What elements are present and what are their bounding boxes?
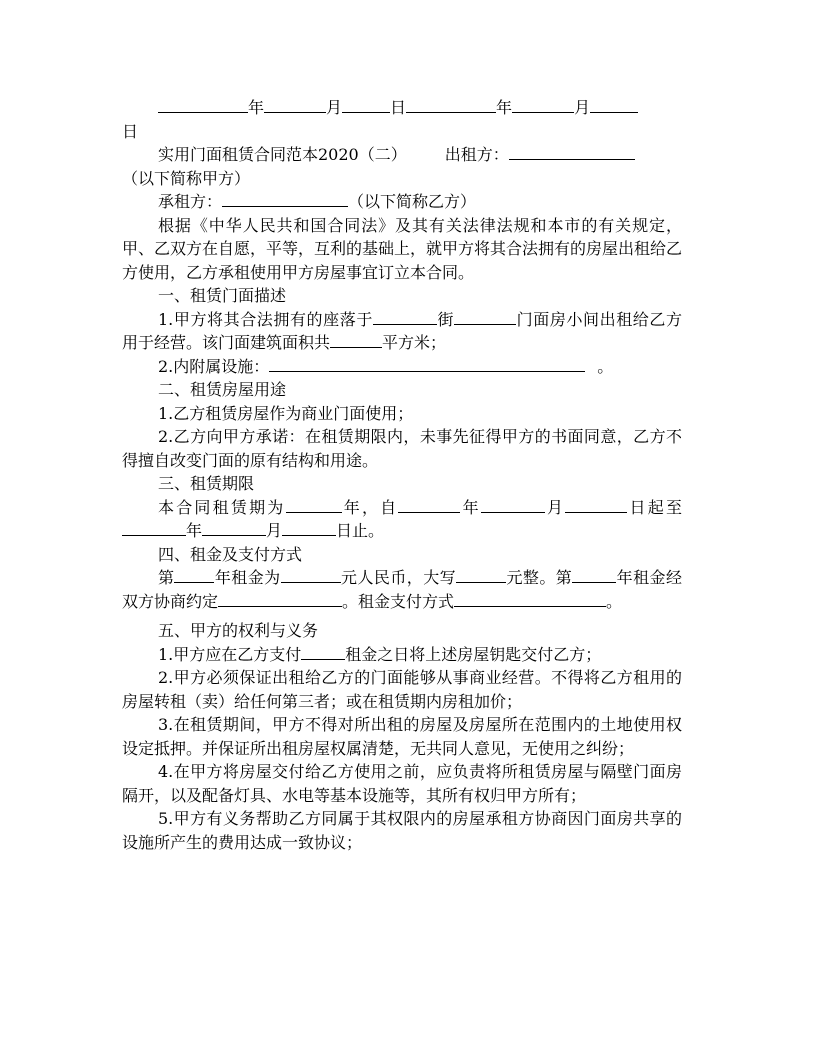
blank — [456, 567, 506, 583]
section-2-title: 二、租赁房屋用途 — [158, 380, 287, 399]
text: 年租金经双方协商约定 — [122, 568, 682, 611]
contract-title: 实用门面租赁合同范本2020（二） — [158, 145, 407, 164]
blank — [454, 591, 606, 607]
lessor-blank — [509, 144, 635, 160]
blank — [282, 520, 336, 536]
blank — [218, 591, 342, 607]
clause-5-1 — [122, 643, 682, 667]
text: 月 — [574, 98, 591, 117]
section-4-title: 四、租金及支付方式 — [158, 544, 303, 564]
clause-5-5: 5.甲方有义务帮助乙方同属于其权限内的房屋承租方协商因门面房共享的设施所产生的费用达成一致协议； — [122, 809, 682, 852]
text: 。 — [606, 591, 623, 611]
signature-date-day — [122, 120, 682, 144]
blank — [202, 520, 266, 536]
text: 月 — [326, 98, 343, 117]
clause-1-1 — [122, 308, 682, 355]
text: 年 — [186, 521, 203, 540]
blank — [398, 497, 460, 513]
clause-5-3: 3.在租赁期间，甲方不得对所出租的房屋及房屋所在范围内的土地使用权设定抵押。并保证所出租房屋权属清楚，无共同人意见，无使用之纠纷； — [122, 715, 682, 758]
text: 年租金为 — [214, 568, 281, 587]
blank — [454, 309, 516, 325]
clause-1-2 — [122, 355, 682, 379]
section-3-title: 三、租赁期限 — [158, 474, 255, 493]
blank — [269, 356, 585, 372]
text: 年 — [496, 98, 513, 117]
blank — [158, 97, 248, 113]
blank — [512, 97, 574, 113]
blank — [122, 520, 186, 536]
text: 年 — [460, 497, 481, 517]
blank — [342, 97, 390, 113]
blank — [286, 497, 342, 513]
text: 平方米； — [382, 333, 447, 352]
section-1-title: 一、租赁门面描述 — [158, 286, 287, 305]
text: 年，自 — [341, 497, 399, 517]
clause-5-4: 4.在甲方将房屋交付给乙方使用之前，应负责将所租赁房屋与隔壁门面房隔开，以及配备灯具、水电等基本设施等，其所有权归甲方所有； — [122, 762, 682, 805]
text: 1.甲方将其合法拥有的座落于 — [158, 309, 373, 329]
blank — [301, 644, 345, 660]
clause-3 — [122, 496, 682, 543]
clause-4 — [122, 566, 682, 613]
blank — [572, 567, 616, 583]
lessee-line — [122, 190, 682, 214]
blank — [264, 97, 326, 113]
section-5-title: 五、甲方的权利与义务 — [158, 621, 319, 640]
text: 日起 — [627, 497, 666, 517]
text: 日 — [390, 98, 407, 117]
text: 第 — [158, 568, 175, 587]
signature-date-line — [122, 96, 682, 120]
blank — [406, 97, 496, 113]
blank — [481, 497, 545, 513]
text: 日 — [122, 121, 139, 141]
blank — [174, 567, 214, 583]
text: 本合同租赁期为 — [158, 497, 286, 517]
text: 元人民币，大写 — [340, 568, 457, 587]
clause-2-1: 1.乙方租赁房屋作为商业门面使用； — [158, 403, 414, 423]
lessee-alias: （以下简称乙方） — [348, 192, 477, 211]
lessor-alias: （以下简称甲方） — [122, 168, 251, 188]
text: 年 — [248, 98, 265, 117]
text: 日止。 — [336, 521, 385, 540]
blank — [330, 332, 382, 348]
text: 月 — [544, 497, 566, 517]
clause-5-2: 2.甲方必须保证出租给乙方的门面能够从事商业经营。不得将乙方租用的房屋转租（卖）给任何第三者；或在租赁期内房租加价； — [122, 668, 682, 711]
text: 门面房小间出租给乙方用于经营。该门面建筑面积共 — [122, 309, 682, 352]
text: 元整。第 — [506, 568, 573, 587]
lessor-alias-line — [122, 167, 682, 191]
lessor-label: 出租方： — [444, 145, 509, 164]
blank — [373, 309, 437, 325]
lessee-label: 承租方： — [158, 192, 223, 211]
blank — [281, 567, 341, 583]
lessee-blank — [222, 191, 348, 207]
text: 月 — [266, 521, 283, 540]
text: 街 — [436, 309, 455, 329]
clause-2-2: 2.乙方向甲方承诺：在租赁期限内，未事先征得甲方的书面同意，乙方不得擅自改变门面的原有结构和用途。 — [122, 427, 682, 470]
preamble: 根据《中华人民共和国合同法》及其有关法律法规和本市的有关规定，甲、乙双方在自愿，平等，互利的基础上，就甲方将其合法拥有的房屋出租给乙方使用，乙方承租使用甲方房屋事宜订立本合同。 — [122, 215, 682, 282]
text: 至 — [665, 497, 682, 517]
text: 。租金支付方式 — [342, 591, 455, 611]
text: 1.甲方应在乙方支付 — [158, 644, 302, 664]
blank — [590, 97, 638, 113]
blank — [565, 497, 627, 513]
contract-body — [122, 96, 682, 854]
title-lessor-line — [122, 143, 682, 167]
text: 2.内附属设施： — [158, 356, 270, 376]
text: 租金之日将上述房屋钥匙交付乙方； — [345, 644, 602, 664]
text: 。 — [597, 356, 614, 376]
